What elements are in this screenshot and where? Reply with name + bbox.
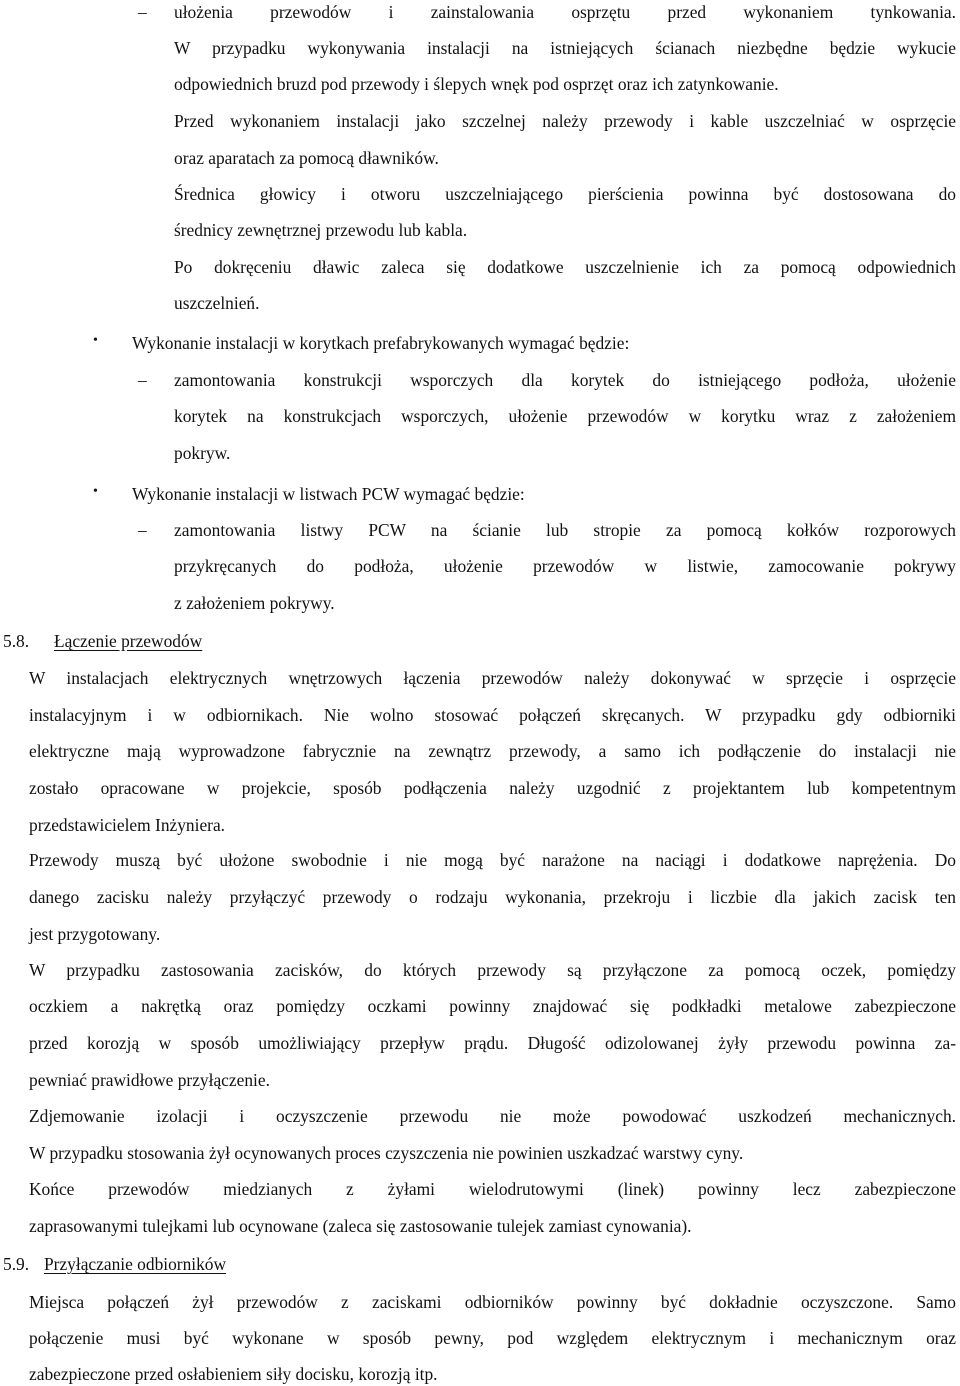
text-line: uszczelnień. (174, 293, 260, 313)
list-dash: – (138, 520, 147, 540)
text-line: jest przygotowany. (29, 924, 161, 944)
text-line: ułożenia przewodów i zainstalowania osprzętu przed wykonaniem tynkowania. (174, 2, 956, 22)
text-line: przedstawicielem Inżyniera. (29, 815, 226, 835)
text-line: Średnica głowicy i otworu uszczelniającego pierścienia powinna być dostosowana do (174, 184, 956, 204)
text-line: Po dokręceniu dławic zaleca się dodatkowe uszczelnienie ich za pomocą odpowiednich (174, 257, 956, 277)
text-line: korytek na konstrukcjach wsporczych, ułożenie przewodów w korytku wraz z założeniem (174, 406, 956, 426)
text-line: W przypadku zastosowania zacisków, do których przewody są przyłączone za pomocą oczek, pomiędzy (29, 960, 956, 980)
section-title: Łączenie przewodów (54, 631, 203, 651)
text-line: pewniać prawidłowe przyłączenie. (29, 1070, 270, 1090)
text-line: oczkiem a nakrętką oraz pomiędzy oczkami powinny znajdować się podkładki metalowe zabezpieczone (29, 996, 956, 1016)
text-line: Miejsca połączeń żył przewodów z zaciskami odbiorników powinny być dokładnie oczyszczone. Samo (29, 1292, 956, 1312)
text-line: zamontowania listwy PCW na ścianie lub stropie za pomocą kołków rozporowych (174, 520, 956, 540)
text-line: połączenie musi być wykonane w sposób pewny, pod względem elektrycznym i mechanicznym oraz (29, 1328, 956, 1348)
text-line: Zdjemowanie izolacji i oczyszczenie przewodu nie może powodować uszkodzeń mechanicznych. (29, 1106, 956, 1126)
text-line: pokryw. (174, 443, 231, 463)
text-line: Końce przewodów miedzianych z żyłami wielodrutowymi (linek) powinny lecz zabezpieczone (29, 1179, 956, 1199)
text-line: Przed wykonaniem instalacji jako szczelnej należy przewody i kable uszczelniać w osprzęcie (174, 111, 956, 131)
bullet-text: Wykonanie instalacji w korytkach prefabrykowanych wymagać będzie: (132, 333, 630, 353)
text-line: oraz aparatach za pomocą dławników. (174, 148, 439, 168)
text-line: z założeniem pokrywy. (174, 593, 335, 613)
text-line: danego zacisku należy przyłączyć przewody o rodzaju wykonania, przekroju i liczbie dla jakich zacisk ten (29, 887, 956, 907)
text-line: przed korozją w sposób umożliwiający przepływ prądu. Długość odizolowanej żyły przewodu powinna za- (29, 1033, 956, 1053)
text-line: instalacyjnym i w odbiornikach. Nie wolno stosować połączeń skręcanych. W przypadku gdy odbiorniki (29, 705, 956, 725)
bullet-icon: • (93, 333, 98, 348)
bullet-text: Wykonanie instalacji w listwach PCW wymagać będzie: (132, 484, 525, 504)
text-line: Przewody muszą być ułożone swobodnie i nie mogą być narażone na naciągi i dodatkowe naprężenia. Do (29, 850, 956, 870)
text-line: odpowiednich bruzd pod przewody i ślepych wnęk pod osprzęt oraz ich zatynkowanie. (174, 74, 779, 94)
text-line: średnicy zewnętrznej przewodu lub kabla. (174, 220, 468, 240)
section-title: Przyłączanie odbiorników (44, 1254, 227, 1274)
text-line: W przypadku wykonywania instalacji na istniejących ścianach niezbędne będzie wykucie (174, 38, 956, 58)
section-number: 5.9. (3, 1254, 30, 1274)
text-line: W przypadku stosowania żył ocynowanych proces czyszczenia nie powinien uszkadzać warstwy cyny. (29, 1143, 744, 1163)
text-line: zaprasowanymi tulejkami lub ocynowane (zaleca się zastosowanie tulejek zamiast cynowania). (29, 1216, 692, 1236)
text-line: zabezpieczone przed osłabieniem siły docisku, korozją itp. (29, 1364, 438, 1384)
list-dash: – (138, 2, 147, 22)
text-line: przykręcanych do podłoża, ułożenie przewodów w listwie, zamocowanie pokrywy (174, 556, 956, 576)
list-dash: – (138, 370, 147, 390)
text-line: zostało opracowane w projekcie, sposób podłączenia należy uzgodnić z projektantem lub kompetentnym (29, 778, 956, 798)
text-line: W instalacjach elektrycznych wnętrzowych łączenia przewodów należy dokonywać w sprzęcie i osprzęcie (29, 668, 956, 688)
bullet-icon: • (93, 484, 98, 499)
text-line: elektryczne mają wyprowadzone fabrycznie na zewnątrz przewody, a samo ich podłączenie do instalacji nie (29, 741, 956, 761)
section-number: 5.8. (3, 631, 30, 651)
text-line: zamontowania konstrukcji wsporczych dla korytek do istniejącego podłoża, ułożenie (174, 370, 956, 390)
